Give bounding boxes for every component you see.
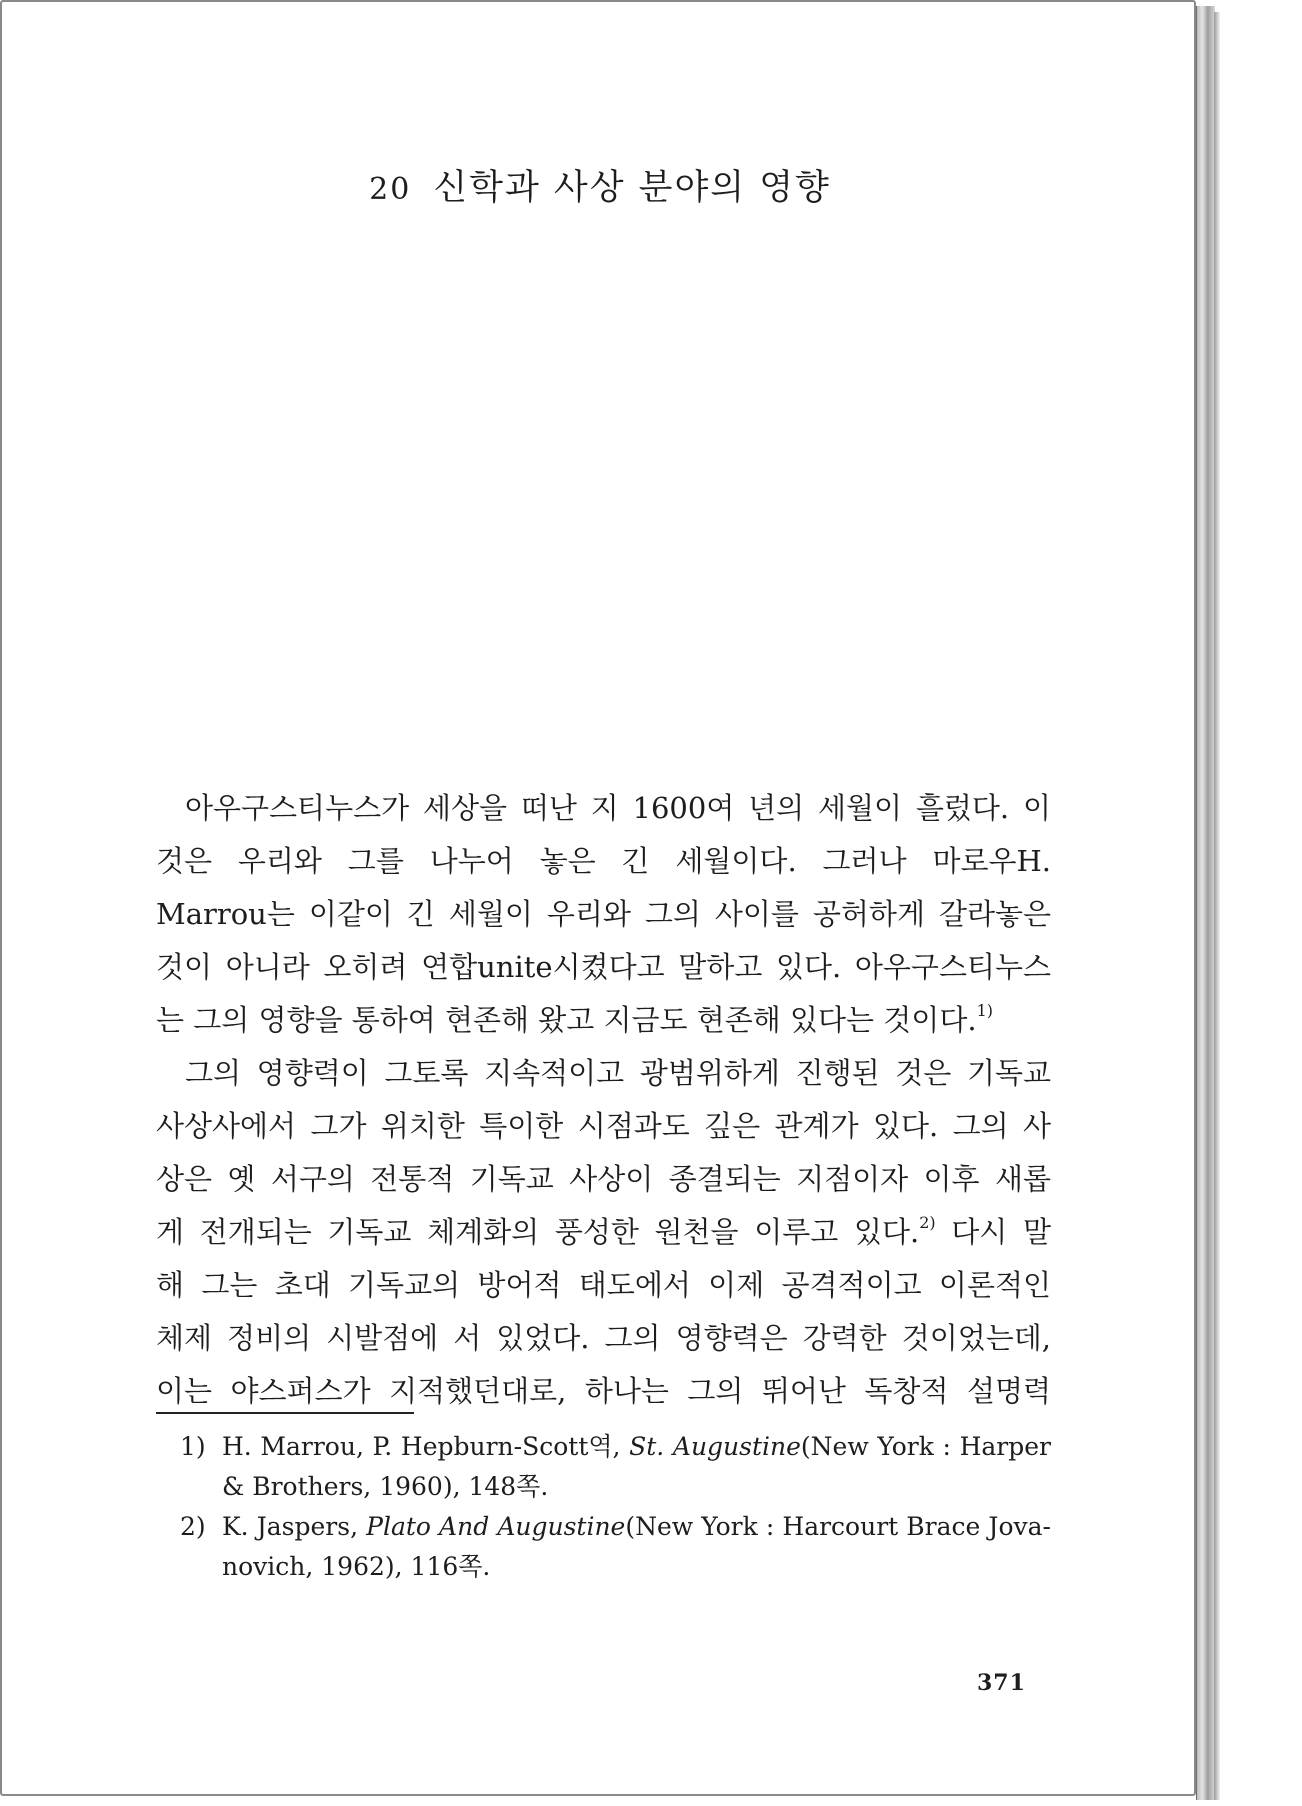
text-line-content: 게 전개되는 기독교 체계화의 풍성한 원천을 이루고 있다. [156,1215,920,1249]
paragraph-2 [156,1047,1051,1418]
text-line: 아우구스티누스가 세상을 떠난 지 1600여 년의 세월이 흘렀다. 이 [185,791,1051,825]
text-line: 이는 야스퍼스가 지적했던대로, 하나는 그의 뛰어난 독창적 설명력 [156,1374,1051,1408]
footnote-book-title: Plato And Augustine [366,1512,626,1541]
footnote-2 [180,1507,1051,1587]
text-line [156,994,1051,1047]
text-line: 것은 우리와 그를 나누어 놓은 긴 세월이다. 그러나 마로우H. [156,844,1051,878]
text-line: 사상사에서 그가 위치한 특이한 시점과도 깊은 관계가 있다. 그의 사 [156,1109,1051,1143]
page-number: 371 [977,1670,1026,1696]
text-line-content: 는 그의 영향을 통하여 현존해 왔고 지금도 현존해 있다는 것이다. [156,1003,977,1037]
paragraph-1 [156,782,1051,1047]
footnote-line: novich, 1962), 116쪽. [222,1552,491,1581]
page-stack-edge [1196,6,1215,1800]
footnote-marker: 1) [180,1432,206,1461]
chapter-title [2,160,1198,210]
footnote-marker: 2) [180,1512,206,1541]
footnote-book-title: St. Augustine [629,1432,801,1461]
footnotes [180,1427,1051,1587]
text-line: 해 그는 초대 기독교의 방어적 태도에서 이제 공격적이고 이론적인 [156,1268,1051,1302]
chapter-title-text: 신학과 사상 분야의 영향 [433,168,831,208]
footnote-text: K. Jaspers, [222,1512,367,1541]
chapter-number: 20 [369,172,412,207]
body-text [156,782,1051,1418]
text-line: Marrou는 이같이 긴 세월이 우리와 그의 사이를 공허하게 갈라놓은 [156,897,1051,931]
footnote-text: H. Marrou, P. Hepburn-Scott역, [222,1432,630,1461]
footnote-line [222,1427,1051,1467]
footnote-reference: 1) [976,1001,993,1020]
footnote-text: (New York : Harcourt Brace Jova- [625,1512,1051,1541]
text-line [156,1206,1051,1259]
footnote-divider [156,1412,414,1414]
footnote-1 [180,1427,1051,1507]
text-line: 그의 영향력이 그토록 지속적이고 광범위하게 진행된 것은 기독교 [185,1056,1051,1090]
footnote-text: (New York : Harper [800,1432,1051,1461]
text-line: 체제 정비의 시발점에 서 있었다. 그의 영향력은 강력한 것이었는데, [156,1321,1051,1355]
text-line: 것이 아니라 오히려 연합unite시켰다고 말하고 있다. 아우구스티누스 [156,950,1051,984]
page-stack-shadow [1214,12,1220,1800]
footnote-line [222,1507,1051,1547]
text-line-continuation: 다시 말 [951,1215,1052,1249]
text-line: 상은 옛 서구의 전통적 기독교 사상이 종결되는 지점이자 이후 새롭 [156,1162,1051,1196]
footnote-line: & Brothers, 1960), 148쪽. [222,1472,549,1501]
footnote-reference: 2) [919,1213,936,1232]
